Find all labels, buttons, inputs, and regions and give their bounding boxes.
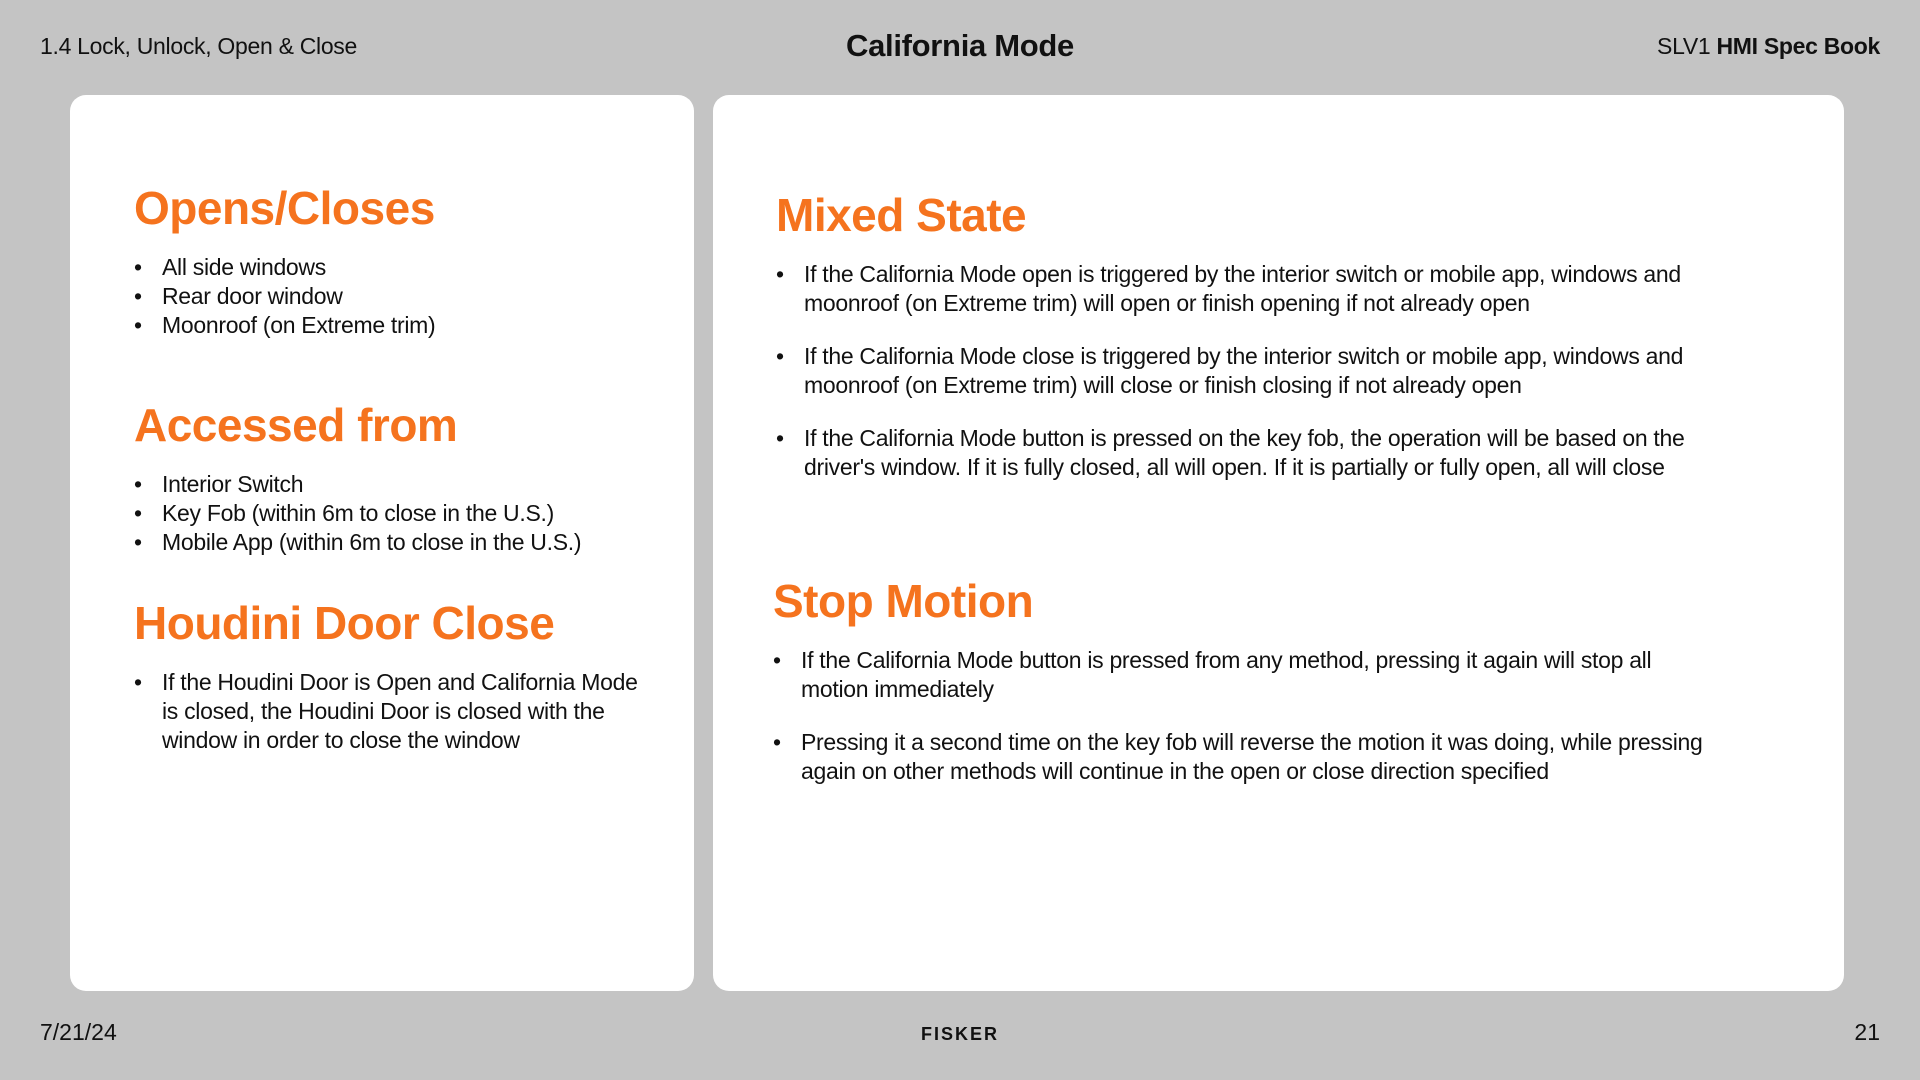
mixed-state-heading: Mixed State — [776, 189, 1027, 241]
houdini-heading: Houdini Door Close — [134, 597, 555, 649]
doc-prefix: SLV1 — [1657, 33, 1711, 59]
brand-logo: FISKER — [920, 1024, 999, 1044]
accessed-from-heading: Accessed from — [134, 399, 458, 451]
doc-name: HMI Spec Book — [1716, 33, 1880, 59]
opens-closes-list — [134, 253, 674, 340]
list-item: • Interior Switch — [134, 470, 674, 499]
right-card — [713, 95, 1844, 991]
list-item: • Rear door window — [134, 282, 674, 311]
list-item: • If the California Mode button is pressed from any method, pressing it again will stop all motion immediately — [773, 646, 1723, 704]
page-title: California Mode — [845, 28, 1074, 63]
section-label: 1.4 Lock, Unlock, Open & Close — [40, 33, 357, 59]
list-item: • Pressing it a second time on the key fob will reverse the motion it was doing, while pressing again on other methods will continue in the open or close direction specified — [773, 728, 1723, 786]
list-item: • Key Fob (within 6m to close in the U.S.) — [134, 499, 674, 528]
list-item: • If the California Mode open is triggered by the interior switch or mobile app, windows and moonroof (on Extreme trim) will open or finish opening if not already open — [776, 260, 1726, 318]
stop-motion-list — [773, 646, 1723, 810]
list-item: • If the California Mode button is pressed on the key fob, the operation will be based on the driver's window. If it is fully closed, all will open. If it is partially or fully open, all will close — [776, 424, 1726, 482]
list-item: • All side windows — [134, 253, 674, 282]
page-number: 21 — [1854, 1019, 1880, 1045]
list-item: • Moonroof (on Extreme trim) — [134, 311, 674, 340]
houdini-list — [134, 668, 644, 755]
list-item: • Mobile App (within 6m to close in the U.S.) — [134, 528, 674, 557]
accessed-from-list — [134, 470, 674, 557]
doc-title — [1657, 33, 1880, 60]
left-card — [70, 95, 694, 991]
list-item: • If the Houdini Door is Open and California Mode is closed, the Houdini Door is closed with the window in order to close the window — [134, 668, 644, 755]
stop-motion-heading: Stop Motion — [773, 575, 1034, 627]
list-item: • If the California Mode close is triggered by the interior switch or mobile app, windows and moonroof (on Extreme trim) will close or finish closing if not already open — [776, 342, 1726, 400]
date: 7/21/24 — [40, 1019, 117, 1045]
mixed-state-list — [776, 260, 1726, 506]
opens-closes-heading: Opens/Closes — [134, 182, 435, 234]
